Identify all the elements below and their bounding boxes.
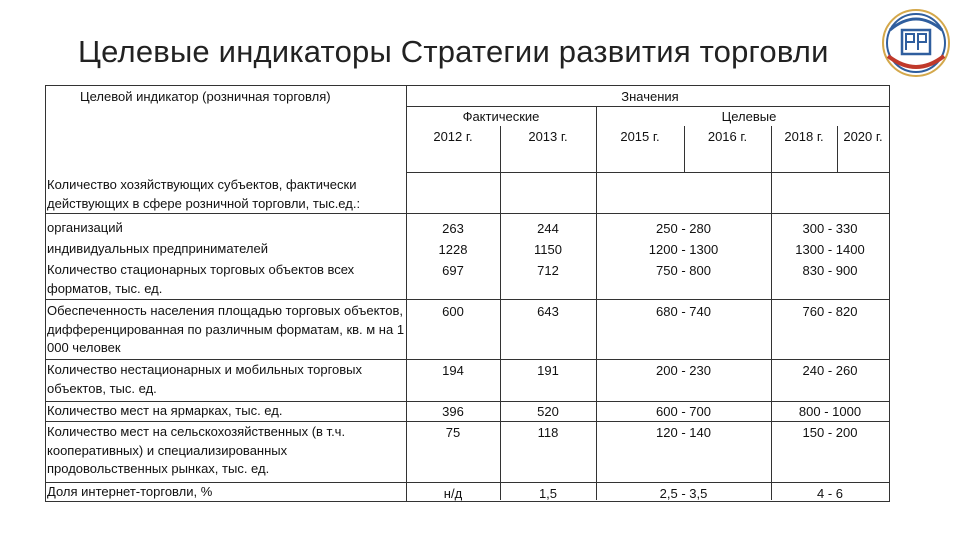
value-2015-2016: 120 - 140 — [656, 425, 711, 440]
value-2013: 1150 — [534, 242, 562, 257]
value-2018-2020: 800 - 1000 — [798, 404, 862, 419]
value-2018-2020: 830 - 900 — [802, 263, 858, 278]
table-border-right — [889, 85, 890, 502]
row-label: индивидуальных предпринимателей — [47, 241, 268, 256]
value-2012: 600 — [442, 304, 464, 319]
row-divider — [45, 299, 890, 300]
value-2012: 75 — [445, 425, 461, 440]
value-2013: 1,5 — [538, 486, 558, 501]
value-2018-2020: 240 - 260 — [802, 363, 858, 378]
value-2013: 712 — [537, 263, 559, 278]
table-border-top — [45, 85, 890, 86]
row-divider — [45, 213, 890, 214]
row-label: Доля интернет-торговли, % — [47, 484, 213, 499]
row-label: Количество стационарных торговых объектов всех форматов, тыс. ед. — [47, 262, 355, 296]
header-year-2013: 2013 г. — [528, 129, 568, 144]
value-2012: 263 — [442, 221, 464, 236]
value-2013: 643 — [537, 304, 559, 319]
group-label: Количество хозяйствующих субъектов, фактически действующих в сфере розничной торговли, тыс.ед.: — [47, 177, 361, 211]
value-2013: 118 — [537, 425, 559, 440]
value-2015-2016: 2,5 - 3,5 — [659, 486, 708, 501]
value-2012: 1228 — [438, 242, 468, 257]
header-actual: Фактические — [462, 109, 540, 124]
value-2012: н/д — [443, 486, 463, 501]
header-year-2016: 2016 г. — [707, 129, 748, 144]
value-2015-2016: 600 - 700 — [656, 404, 711, 419]
value-2015-2016: 250 - 280 — [656, 221, 711, 236]
value-2012: 396 — [442, 404, 464, 419]
slide-title: Целевые индикаторы Стратегии развития торговли — [78, 34, 829, 69]
value-2018-2020: 4 - 6 — [816, 486, 843, 501]
value-2013: 244 — [537, 221, 559, 236]
header-year-2015: 2015 г. — [620, 129, 660, 144]
header-year-2020: 2020 г. — [843, 129, 883, 144]
table-border-left — [45, 85, 46, 502]
header-divider — [406, 172, 890, 173]
row-label: Обеспеченность населения площадью торговых объектов, дифференцированная по различным форматам, кв. м на 1 000 человек — [47, 303, 405, 356]
value-2015-2016: 680 - 740 — [656, 304, 711, 319]
university-emblem-logo — [880, 6, 952, 80]
value-2015-2016: 1200 - 1300 — [648, 242, 719, 257]
header-indicator: Целевой индикатор (розничная торговля) — [80, 89, 331, 104]
header-year-2012: 2012 г. — [433, 129, 473, 144]
value-2018-2020: 300 - 330 — [802, 221, 858, 236]
row-divider — [45, 359, 890, 360]
value-2012: 697 — [442, 263, 464, 278]
row-label: Количество мест на сельскохозяйственных (в т.ч. кооперативных) и специализированных продовольственных рынках, тыс. ед. — [47, 424, 346, 477]
value-2012: 194 — [442, 363, 464, 378]
row-label: организаций — [47, 220, 123, 235]
row-label: Количество нестационарных и мобильных торговых объектов, тыс. ед. — [47, 362, 363, 396]
value-2018-2020: 760 - 820 — [802, 304, 858, 319]
value-2013: 520 — [537, 404, 559, 419]
header-values: Значения — [621, 89, 679, 104]
value-2013: 191 — [537, 363, 559, 378]
value-2015-2016: 750 - 800 — [656, 263, 711, 278]
value-2018-2020: 150 - 200 — [802, 425, 858, 440]
row-divider — [45, 421, 890, 422]
header-divider — [406, 106, 890, 107]
row-label: Количество мест на ярмарках, тыс. ед. — [47, 403, 283, 418]
header-year-2018: 2018 г. — [784, 129, 824, 144]
value-2015-2016: 200 - 230 — [656, 363, 711, 378]
value-2018-2020: 1300 - 1400 — [795, 242, 865, 257]
header-target: Целевые — [721, 109, 777, 124]
